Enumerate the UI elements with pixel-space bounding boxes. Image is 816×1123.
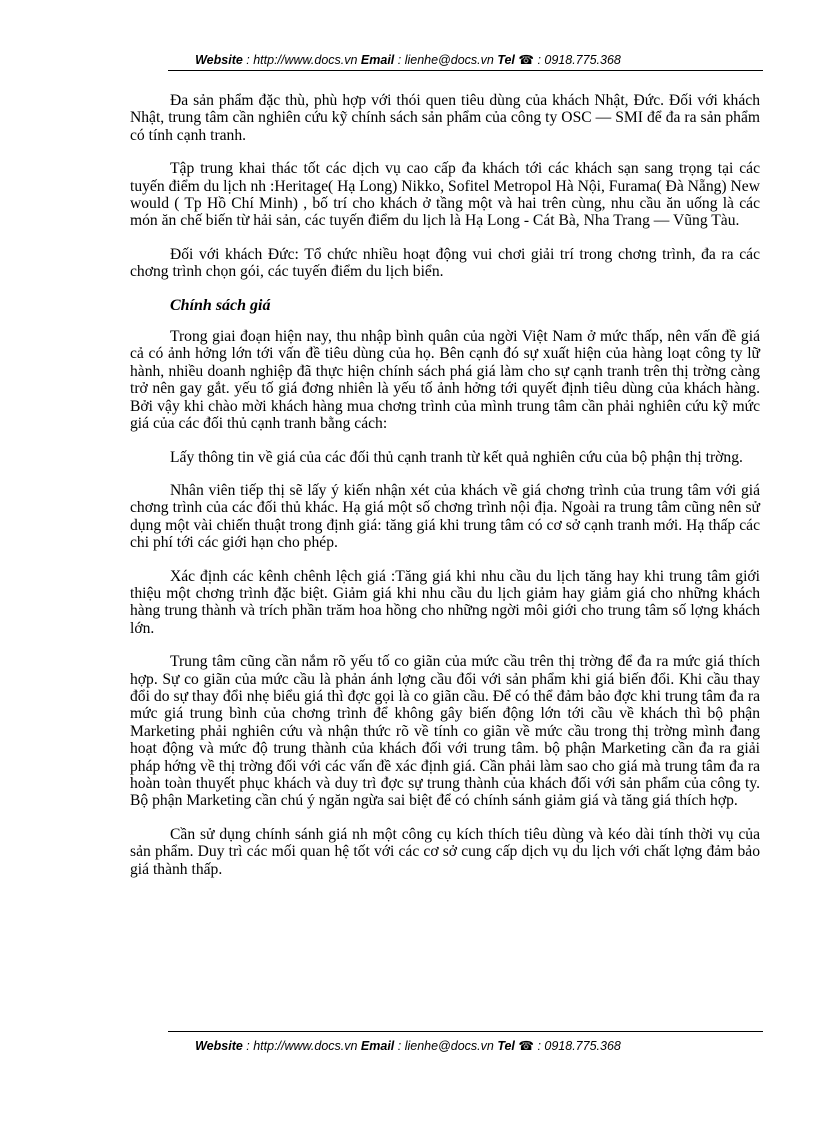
header-tel-value: : 0918.775.368	[533, 53, 621, 67]
footer-email-value[interactable]: : lienhe@docs.vn	[394, 1039, 498, 1053]
paragraph-3: Đối với khách Đức: Tổ chức nhiều hoạt động vui chơi giải trí trong chơng trình, đa ra các chơng trình chọn gói, các tuyến điểm du lịch biển.	[130, 245, 760, 281]
paragraph-6: Nhân viên tiếp thị sẽ lấy ý kiến nhận xét của khách về giá chơng trình của trung tâm với giá chơng trình của các đối thủ khác. Hạ giá một số chơng trình nội địa. Ngoài ra trung tâm cũng nên sử dụng một vài chiến thuật trong định giá: tăng giá khi trung tâm có cơ sở cạnh tranh mới. Hạ thấp các chi phí tới các giới hạn cho phép.	[130, 481, 760, 552]
paragraph-2: Tập trung khai thác tốt các dịch vụ cao cấp đa khách tới các khách sạn sang trọng tại các tuyến điểm du lịch nh :Heritage( Hạ Long) Nikko, Sofitel Metropol Hà Nội, Furama( Đà Nẵng) New would ( Tp Hồ Chí Minh) , bố trí cho khách ở tầng một và hai trên cùng, nhu cầu ăn uống là các món ăn chế biến từ hải sản, các tuyến điểm du lịch là Hạ Long - Cát Bà, Nha Trang — Vũng Tàu.	[130, 160, 760, 230]
paragraph-9: Cần sử dụng chính sánh giá nh một công cụ kích thích tiêu dùng và kéo dài tính thời vụ của sản phẩm. Duy trì các mối quan hệ tốt với các cơ sở cung cấp dịch vụ du lịch với chất lợng đảm bảo giá thành thấp.	[130, 825, 760, 878]
paragraph-4: Trong giai đoạn hiện nay, thu nhập bình quân của ngời Việt Nam ở mức thấp, nên vấn đề giá cả có ảnh hởng lớn tới vấn đề tiêu dùng của họ. Bên cạnh đó sự xuất hiện của hàng loạt công ty lữ hành, nhiều doanh nghiệp đã thực hiện chính sách phá giá làm cho sự cạnh tranh trên thị trờng càng trở nên gay gắt. yếu tố giá đơng nhiên là yếu tố ảnh hởng tới quyết định tiêu dùng của khách hàng. Bởi vậy khi chào mời khách hàng mua chơng trình của mình trung tâm cần phải nghiên cứu kỹ mức giá của các đối thủ cạnh tranh bằng cách:	[130, 328, 760, 433]
header-tel-label: Tel	[497, 53, 515, 67]
footer-email-label: Email	[360, 1039, 395, 1053]
document-body	[130, 92, 760, 894]
paragraph-7: Xác định các kênh chênh lệch giá :Tăng giá khi nhu cầu du lịch tăng hay khi trung tâm giới thiệu một chơng trình đặc biệt. Giảm giá khi nhu cầu du lịch giảm hay giảm giá cho những khách hàng trung thành và trích phần trăm hoa hồng cho những ngời môi giới cho trung tâm số lợng khách lớn.	[130, 567, 760, 637]
header-email-label: Email	[360, 53, 395, 67]
phone-icon: ☎	[518, 1039, 534, 1053]
footer-tel-label: Tel	[497, 1039, 515, 1053]
header-website-value[interactable]: : http://www.docs.vn	[242, 53, 361, 67]
footer-website-value[interactable]: : http://www.docs.vn	[242, 1039, 361, 1053]
section-heading: Chính sách giá	[170, 296, 271, 314]
footer-divider	[168, 1031, 763, 1032]
header-divider	[168, 70, 763, 71]
paragraph-8: Trung tâm cũng cần nắm rõ yếu tố co giãn của mức cầu trên thị trờng để đa ra mức giá thích hợp. Sự co giãn của mức cầu là phản ánh lợng cầu đổi với sản phẩm khi giá biến đổi. Khi cầu thay đổi do sự thay đổi nhẹ biểu giá thì đợc gọi là co giãn cầu. Để có thể đảm bảo đợc khi trung tâm đa ra mức giá trung bình của chơng trình để không gây biến động lớn tới cầu về khách thì bộ phận Marketing phải nghiên cứu và nhận thức rõ về tính co giãn về mức cầu trong thị trờng mình đang hoạt động và mức độ trung thành của khách đối với trung tâm. bộ phận Marketing cần đa ra giải pháp hớng về thị trờng đối với các vấn đề xác định giá. Cần phải làm sao cho giá mà trung tâm đa ra hoàn toàn thuyết phục khách và duy trì đợc sự trung thành của khách đối với sản phẩm của công ty. Bộ phận Marketing cần chú ý ngăn ngừa sai biệt để có chính sánh giảm giá và tăng giá thích hợp.	[130, 653, 760, 810]
page-footer	[0, 1038, 816, 1053]
header-website-label: Website	[195, 53, 243, 67]
phone-icon: ☎	[518, 53, 534, 67]
page-header	[0, 52, 816, 67]
footer-tel-value: : 0918.775.368	[533, 1039, 621, 1053]
paragraph-1: Đa sản phẩm đặc thù, phù hợp với thói quen tiêu dùng của khách Nhật, Đức. Đối với khách Nhật, trung tâm cần nghiên cứu kỹ chính sách sản phẩm của công ty OSC — SMI để đa ra sản phẩm có tính cạnh tranh.	[130, 92, 760, 144]
paragraph-5: Lấy thông tin về giá của các đối thủ cạnh tranh từ kết quả nghiên cứu của bộ phận thị trờng.	[170, 448, 743, 466]
footer-website-label: Website	[195, 1039, 243, 1053]
header-email-value[interactable]: : lienhe@docs.vn	[394, 53, 498, 67]
